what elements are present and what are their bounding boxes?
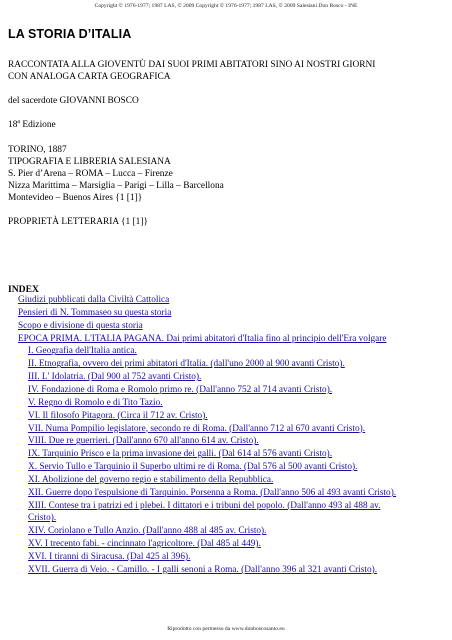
index-heading: INDEX <box>8 284 39 295</box>
edition-label: Edizione <box>20 120 56 130</box>
index-link[interactable]: VI. Il filosofo Pitagora. (Circa il 712 av. Cristo). <box>28 410 208 421</box>
index-link[interactable]: XVI. I tiranni di Siracusa. (Dal 425 al 396). <box>28 552 191 562</box>
index-link[interactable]: X. Servio Tullo e Tarquinio il Superbo ultimi re di Roma. (Dal 576 al 500 avanti Cristo). <box>28 462 358 473</box>
publisher-cities-1: S. Pier d’Arena – ROMA – Lucca – Firenze <box>8 169 173 179</box>
index-link[interactable]: Pensieri di N. Tommaseo su questa storia <box>18 307 172 318</box>
index-link[interactable]: VIII. Due re guerrieri. (Dall'anno 670 all'anno 614 av. Cristo). <box>28 436 259 447</box>
index-link[interactable]: III. L' Idolatria. (Dal 900 al 752 avanti Cristo). <box>28 372 202 383</box>
publisher-name: TIPOGRAFIA E LIBRERIA SALESIANA <box>8 157 171 167</box>
index-link[interactable]: EPOCA PRIMA. L'ITALIA PAGANA. Dai primi abitatori d'Italia fino al principio dell'Era volgare <box>18 333 387 344</box>
index-link[interactable]: IV. Fondazione di Roma e Romolo primo re. (Dall'anno 752 al 714 avanti Cristo). <box>28 384 333 395</box>
index-link[interactable]: II. Etnografia, ovvero dei primi abitatori d'Italia. (dall'uno 2000 al 900 avanti Cristo). <box>28 359 345 370</box>
publisher-cities-3: Montevideo – Buenos Aires {1 [1]} <box>8 193 143 203</box>
subtitle-line-2: CON ANALOGA CARTA GEOGRAFICA <box>8 72 171 82</box>
rights-line: PROPRIETÀ LETTERARIA {1 [1]} <box>8 217 148 227</box>
index-link[interactable]: XVII. Guerra di Veio. - Camillo. - I galli senoni a Roma. (Dall'anno 396 al 321 avanti Cristo). <box>28 564 378 575</box>
index-link[interactable]: V. Regno di Romolo e di Tito Tazio. <box>28 397 163 408</box>
subtitle-line-1: RACCONTATA ALLA GIOVENTÙ DAI SUOI PRIMI ABITATORI SINO AI NOSTRI GIORNI <box>8 60 376 70</box>
author-line: del sacerdote GIOVANNI BOSCO <box>8 96 139 106</box>
publisher-cities-2: Nizza Marittima – Marsiglia – Parigi – Lilla – Barcellona <box>8 181 224 191</box>
reproduction-footer: Riprodotto con permesso da www.donboscosanto.eu <box>167 626 285 632</box>
edition-superscript: a <box>17 118 21 125</box>
index-link[interactable]: XIV. Coriolano e Tullo Anzio. (Dall'anno 488 al 485 av. Cristo). <box>28 526 267 537</box>
index-link[interactable]: I. Geografia dell'Italia antica. <box>28 346 137 357</box>
edition-number: 18 <box>8 120 18 130</box>
index-link[interactable]: Scopo e divisione di questa storia <box>18 320 143 331</box>
publisher-city-year: TORINO, 1887 <box>8 145 67 155</box>
index-link[interactable]: VII. Numa Pompilio legislatore, secondo re di Roma. (Dall'anno 712 al 670 avanti Cristo). <box>28 423 366 434</box>
index-link[interactable]: XV. I trecento fabi. - cincinnato l'agricoltore. (Dal 485 al 449). <box>28 539 261 550</box>
index-link[interactable]: XIII. Contese tra i patrizi ed i plebei. I dittatori e i tribuni del popolo. (Dall'anno 493 al 488 av. <box>28 500 381 511</box>
index-link[interactable]: XII. Guerre dopo l'espulsione di Tarquinio. Porsenna a Roma. (Dall'anno 506 al 493 avanti Cristo). <box>28 487 397 498</box>
index-link[interactable]: XI. Abolizione del governo regio e stabilimento della Repubblica. <box>28 474 274 485</box>
index-link[interactable]: Cristo). <box>28 513 57 524</box>
edition-line <box>8 120 56 132</box>
index-link[interactable]: IX. Tarquinio Prisco e la prima invasione dei galli. (Dal 614 al 576 avanti Cristo). <box>28 449 333 460</box>
document-title: LA STORIA D’ITALIA <box>8 27 132 41</box>
copyright-header: Copyright © 1976-1977; 1987 LAS, © 2009 Copyright © 1976-1977; 1987 LAS, © 2009 Salesiani Don Bosco - INE <box>94 3 358 9</box>
index-link[interactable]: Giudizi pubblicati dalla Civiltà Cattolica <box>18 295 170 305</box>
